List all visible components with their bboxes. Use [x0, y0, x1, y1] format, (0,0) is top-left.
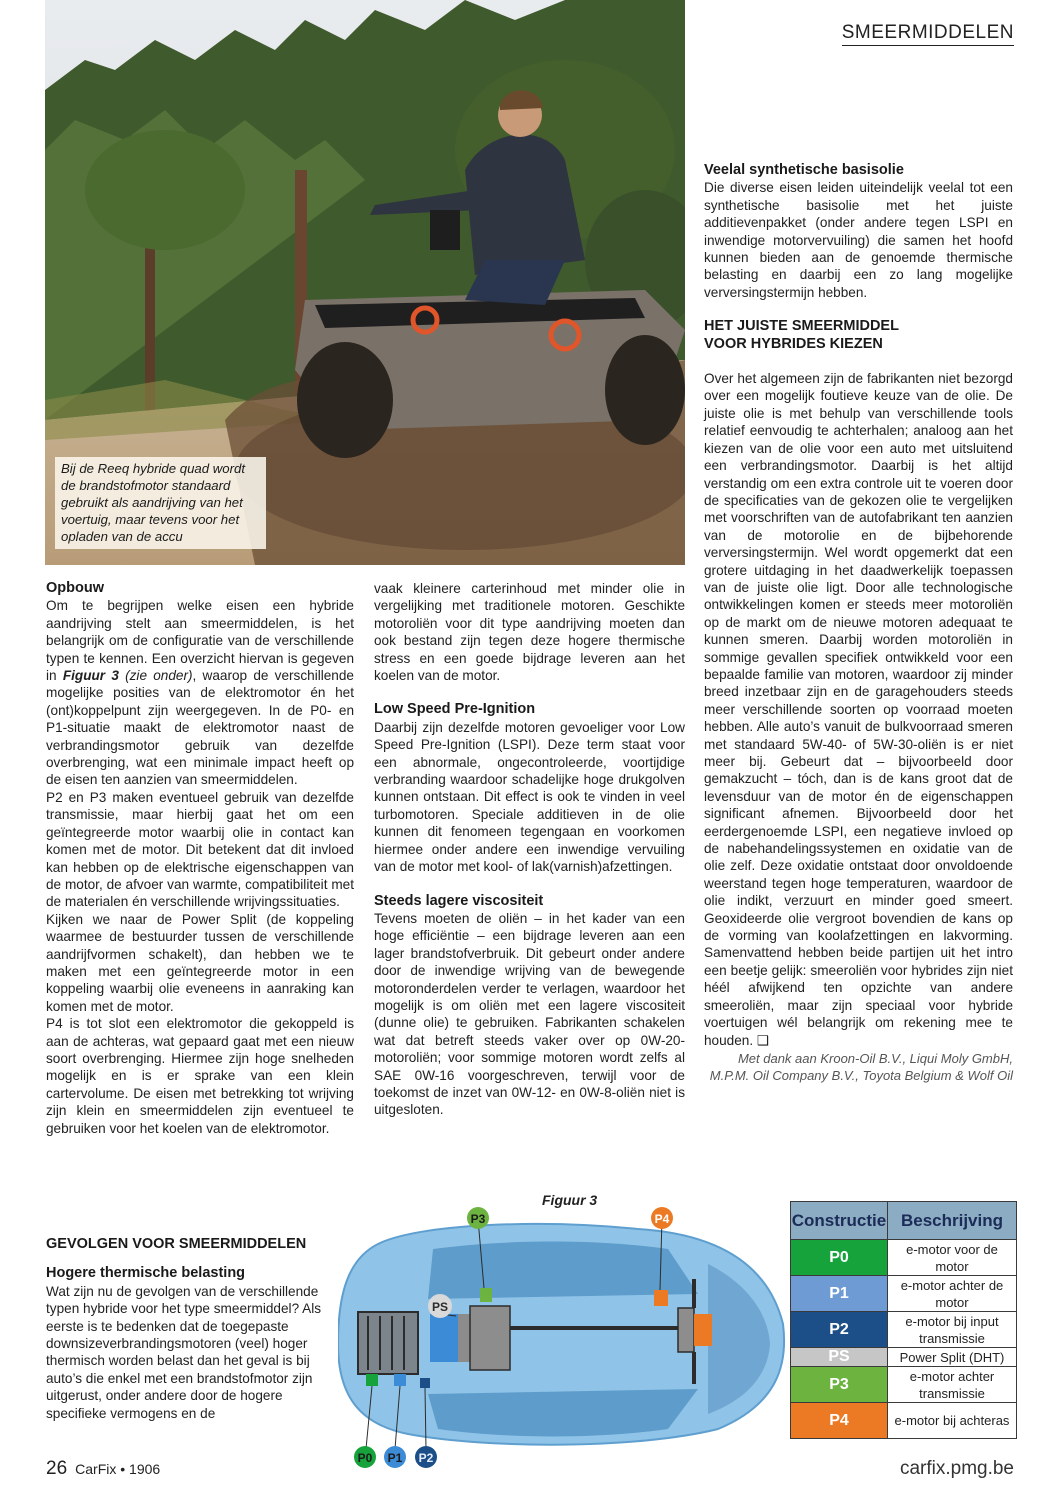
footer-url: carfix.pmg.be	[899, 1458, 1014, 1479]
p2-label: P2	[418, 1451, 434, 1465]
heading-synthetische-basisolie: Veelal synthetische basisolie	[704, 162, 904, 178]
page-number: 26	[46, 1458, 68, 1479]
right-column	[704, 162, 1013, 1085]
table-cell-code: P0	[791, 1240, 888, 1276]
table-cell-description: e-motor bij achteras	[888, 1403, 1017, 1439]
magazine-issue: CarFix • 1906	[75, 1461, 161, 1477]
heading-thermische-belasting: Hogere thermische belasting	[46, 1265, 246, 1282]
heading-opbouw: Opbouw	[46, 580, 104, 596]
p4-label: P4	[654, 1212, 670, 1226]
table-cell-code: PS	[791, 1348, 888, 1367]
end-mark-icon: ❑	[756, 1032, 770, 1048]
heading-juiste-smeermiddel: HET JUISTE SMEERMIDDEL VOOR HYBRIDES KIEZEN	[704, 318, 899, 352]
paragraph: vaak kleinere carterinhoud met minder olie in vergelijking met traditionele motoren. Geschikte motoroliën voor dit type aandrijving moeten dan ook bestand zijn tegen deze hogere thermische stress en een goede bijdrage leveren aan het koelen van de motor.	[374, 581, 685, 684]
left-column	[46, 580, 354, 1137]
table-header-beschrijving: Beschrijving	[888, 1202, 1017, 1240]
footer-page-info	[46, 1458, 160, 1480]
table-cell-description: Power Split (DHT)	[888, 1348, 1017, 1367]
p1-label: P1	[387, 1451, 403, 1465]
table-cell-code: P2	[791, 1312, 888, 1348]
table-cell-description: e-motor achter transmissie	[888, 1367, 1017, 1403]
heading-lspi: Low Speed Pre-Ignition	[374, 701, 536, 718]
p3-label: P3	[470, 1212, 486, 1226]
table-header-constructie: Constructie	[791, 1202, 888, 1240]
paragraph: P2 en P3 maken eventueel gebruik van dezelfde transmissie, maar hierbij gaat het om een geïntegreerde motor waarbij olie in contact kan komen met de motor. Dit betekent dat dit invloed kan hebben op de elektrische eigenschappen van de motor, de afvoer van warmte, compatibiliteit met de materialen én verschillende wrijvingssituaties.	[46, 789, 354, 910]
table-cell-code: P1	[791, 1276, 888, 1312]
paragraph: Over het algemeen zijn de fabrikanten niet bezorgd over een mogelijk foutieve keuze van de olie. De juiste olie is met behulp van verschillende tools relatief eenvoudig te achterhalen; analoog aan het kiezen van de olie voor een auto met uitsluitend een verbrandingsmotor. Daarbij is het altijd verstandig om een extra controle uit te voeren door de specificaties van de gekozen olie te vergelijken met voorschriften van de autofabrikant ten aanzien van de motorolie en de bijbehorende verversingstermijn. Wel wordt opgemerkt dat een grotere uitdaging in het daadwerkelijk toepassen van de juiste olie ligt. Door alle technologische ontwikkelingen komen er steeds meer motoroliën op de markt om de nieuwe motoren adequaat te kunnen smeren. Daarbij worden motoroliën in sommige gevallen specifiek ontwikkeld voor een bepaalde familie van motoren, waardoor zij minder breed inzetbaar zijn en de garagehouders steeds meer verschillende soorten op voorraad moeten hebben. Alle auto’s vanuit de bulkvoorraad smeren met standaard 5W-40- of 5W-30-oliën is er niet meer bij. Gebeurt dat – bijvoorbeeld door gemakzucht – tóch, dan is de kans groot dat de levensduur van de motor én de eigenschappen significant afnemen. Bijvoorbeeld door het eerdergenoemde LSPI, een negatieve invloed op de nabehandelingssystemen en oxidatie van de olie zelf. Deze oxidatie ontstaat door onvoldoende weerstand tegen hoge temperaturen, waardoor de olie indikt, verzuurt en minder goed smeert. Geoxideerde olie vergroot bovendien de kans op de vorming van koolafzettingen en lakvorming. Samenvattend hebben beide partijen uit het intro een beetje gelijk: smeeroliën voor hybrides zijn niet héél afwijkend ten opzichte van andere smeeroliën, maar zijn speciaal voor hybride voertuigen wél belangrijk om rekening mee te houden. ❑	[704, 371, 1013, 1048]
paragraph: P4 is tot slot een elektromotor die gekoppeld is aan de achteras, wat gepaard gaat met een nieuw soort overbrenging. Hiermee zijn hoge snelheden mogelijk en is er sprake van een klein cartervolume. De eisen met betrekking tot wrijving zijn klein en smeermiddelen zijn eventueel te gebruiken voor het koelen van de elektromotor.	[46, 1016, 354, 1136]
heading-gevolgen: GEVOLGEN VOOR SMEERMIDDELEN	[46, 1236, 307, 1252]
paragraph: Kijken we naar de Power Split (de koppeling waarmee de bestuurder tussen de verschillende aandrijfvormen schakelt), dan hebben we te maken met een geïntegreerde motor in een koppeling waarbij olie eveneens in aanraking kan komen met de motor.	[46, 911, 354, 1014]
table-cell-code: P4	[791, 1403, 888, 1439]
figure-reference: Figuur 3	[62, 668, 119, 684]
configuration-table	[790, 1201, 1017, 1439]
middle-column	[374, 580, 685, 1119]
table-row	[791, 1348, 1017, 1367]
p0-label: P0	[357, 1451, 373, 1465]
table-cell-description: e-motor achter de motor	[888, 1276, 1017, 1312]
credits: Met dank aan Kroon-Oil B.V., Liqui Moly GmbH, M.P.M. Oil Company B.V., Toyota Belgium & Wolf Oil	[709, 1050, 1013, 1084]
paragraph: Om te begrijpen welke eisen een hybride aandrijving stelt aan smeermiddelen, is het belangrijk om de configuratie van de verschillende typen te kennen. Een overzicht hiervan is gegeven in Figuur 3 (zie onder), waarop de verschillende mogelijke posities van de elektromotor én het (ont)koppelpunt zijn weergegeven. In de P0- en P1-situatie maakt de elektromotor naast de verbrandingsmotor gebruik van dezelfde overbrenging, wat een minimale impact heeft op de eisen ten aanzien van smeermiddelen.	[46, 598, 354, 788]
table-row	[791, 1367, 1017, 1403]
paragraph: Daarbij zijn dezelfde motoren gevoeliger voor Low Speed Pre-Ignition (LSPI). Deze term staat voor een abnormale, ongecontroleerde, voortijdige verbranding waardoor schadelijke hoge drukgolven kunnen ontstaan. Dit effect is ook te vinden in veel turbomotoren. Speciale additieven in de olie kunnen dit fenomeen tegengaan en voorkomen hiermee onder andere een inwendige vervuiling van de motor met kool- of lak(varnish)afzettingen.	[374, 719, 685, 875]
paragraph: Die diverse eisen leiden uiteindelijk veelal tot een synthetische basisolie met het juiste additievenpakket (onder andere tegen LSPI en inwendige motorvervuiling) die samen het hoofd kunnen bieden aan de genoemde thermische belasting en daarbij een zo lang mogelijke verversingstermijn hebben.	[704, 180, 1013, 300]
table-row	[791, 1403, 1017, 1439]
ps-label: PS	[431, 1300, 449, 1314]
figure-title: Figuur 3	[542, 1192, 598, 1208]
section-label: SMEERMIDDELEN	[842, 22, 1014, 46]
bottom-left-column	[46, 1236, 338, 1422]
table-cell-description: e-motor voor de motor	[888, 1240, 1017, 1276]
table-cell-code: P3	[791, 1367, 888, 1403]
hybrid-configuration-diagram	[338, 1204, 788, 1474]
photo-caption: Bij de Reeq hybride quad wordt de brandstofmotor standaard gebruikt als aandrijving van het voertuig, maar tevens voor het opladen van de accu	[55, 457, 266, 549]
heading-viscositeit: Steeds lagere viscositeit	[374, 892, 544, 909]
table-row	[791, 1240, 1017, 1276]
paragraph: Tevens moeten de oliën – in het kader van een hoge efficiëntie – een bijdrage leveren aan een lager brandstofverbruik. Dit gebeurt onder andere door de inwendige wrijving van de bewegende motoronderdelen verder te verlagen, waardoor het mogelijk is om oliën met een lagere viscositeit (dunne olie) te gebruiken. Fabrikanten schakelen wat dat betreft steeds vaker over op 0W-20-motoroliën; voor sommige motoren wordt zelfs al SAE 0W-16 voorgeschreven, terwijl voor de toekomst de inzet van 0W-12- en 0W-8-oliën niet is uitgesloten.	[374, 910, 685, 1118]
table-row	[791, 1312, 1017, 1348]
paragraph: Wat zijn nu de gevolgen van de verschillende typen hybride voor het type smeermiddel? Als eerste is te bedenken dat de toegepaste downsizeverbrandingsmotoren (veel) hoger thermisch worden belast dan het geval is bij auto’s die enkel met een brandstofmotor zijn uitgerust, onder andere door de hogere specifieke vermogens en de	[46, 1283, 322, 1421]
table-cell-description: e-motor bij input transmissie	[888, 1312, 1017, 1348]
table-row	[791, 1276, 1017, 1312]
